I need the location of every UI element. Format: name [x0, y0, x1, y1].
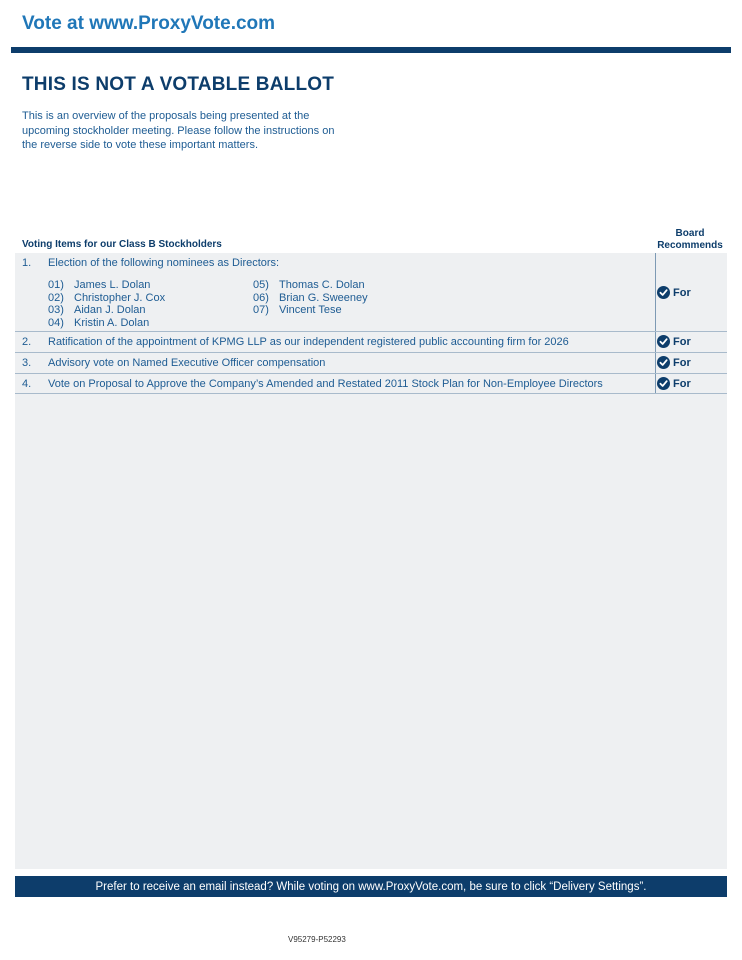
intro-line: upcoming stockholder meeting. Please follow the instructions on — [22, 124, 335, 137]
nominee-name: Thomas C. Dolan — [279, 279, 365, 291]
nominee-number: 03) — [48, 304, 64, 316]
page-title: THIS IS NOT A VOTABLE BALLOT — [22, 74, 335, 95]
proxyvote-link[interactable]: Vote at www.ProxyVote.com — [22, 13, 276, 34]
recommendation-label: For — [673, 356, 691, 369]
board-recommendation — [657, 377, 691, 390]
item-number: 4. — [22, 378, 32, 390]
item-text: Advisory vote on Named Executive Officer compensation — [48, 357, 326, 369]
check-circle-icon — [657, 286, 670, 299]
item-number: 2. — [22, 336, 32, 348]
recommendation-label: For — [673, 286, 691, 299]
item-number: 1. — [22, 257, 32, 269]
check-circle-icon — [657, 356, 670, 369]
recommendation-label: For — [673, 377, 691, 390]
voting-items-heading: Voting Items for our Class B Stockholders — [22, 239, 222, 250]
intro-line: This is an overview of the proposals being presented at the — [22, 110, 310, 122]
check-circle-icon — [657, 335, 670, 348]
nominee-number: 01) — [48, 279, 64, 291]
board-heading-line: Board — [675, 228, 705, 239]
nominee-name: Brian G. Sweeney — [279, 291, 368, 304]
nominee-number: 04) — [48, 316, 64, 329]
nominee-name: Vincent Tese — [279, 304, 342, 316]
nominee-number: 05) — [253, 279, 269, 291]
nominee — [48, 279, 165, 292]
nominee-name: Kristin A. Dolan — [74, 316, 150, 329]
board-recommendation — [657, 286, 691, 299]
nominee-number: 07) — [253, 304, 269, 316]
item-number: 3. — [22, 357, 32, 369]
recommendation-label: For — [673, 335, 691, 348]
nominee-name: James L. Dolan — [74, 279, 151, 291]
nominee — [48, 292, 165, 305]
nominee — [48, 317, 165, 330]
document-code: V95279-P52293 — [288, 935, 346, 944]
item-text: Ratification of the appointment of KPMG LLP as our independent registered public accounting firm for 2026 — [48, 336, 569, 348]
nominee-number: 02) — [48, 291, 64, 304]
voting-item-1 — [15, 253, 727, 332]
check-circle-icon — [657, 377, 670, 390]
board-recommendation — [657, 335, 691, 348]
nominee — [253, 292, 368, 305]
board-recommendation — [657, 356, 691, 369]
nominee-list-left — [48, 279, 165, 329]
item-text: Vote on Proposal to Approve the Company’s Amended and Restated 2011 Stock Plan for Non-Employee Directors — [48, 378, 603, 390]
nominee — [253, 279, 368, 292]
nominee — [253, 304, 368, 317]
nominee-number: 06) — [253, 291, 269, 304]
delivery-settings-banner: Prefer to receive an email instead? While voting on www.ProxyVote.com, be sure to click “Delivery Settings”. — [15, 876, 727, 897]
board-heading-line: Recommends — [657, 239, 723, 251]
nominee-list-right — [253, 279, 368, 317]
header-divider — [11, 47, 731, 53]
board-recommends-heading — [654, 228, 726, 251]
intro-line: the reverse side to vote these important matters. — [22, 139, 259, 151]
voting-item-3 — [15, 353, 727, 374]
nominee-name: Christopher J. Cox — [74, 291, 166, 304]
item-text: Election of the following nominees as Directors: — [48, 257, 280, 269]
voting-item-4 — [15, 374, 727, 394]
voting-item-2 — [15, 332, 727, 353]
nominee — [48, 304, 165, 317]
intro-text — [22, 109, 367, 153]
nominee-name: Aidan J. Dolan — [74, 304, 146, 316]
